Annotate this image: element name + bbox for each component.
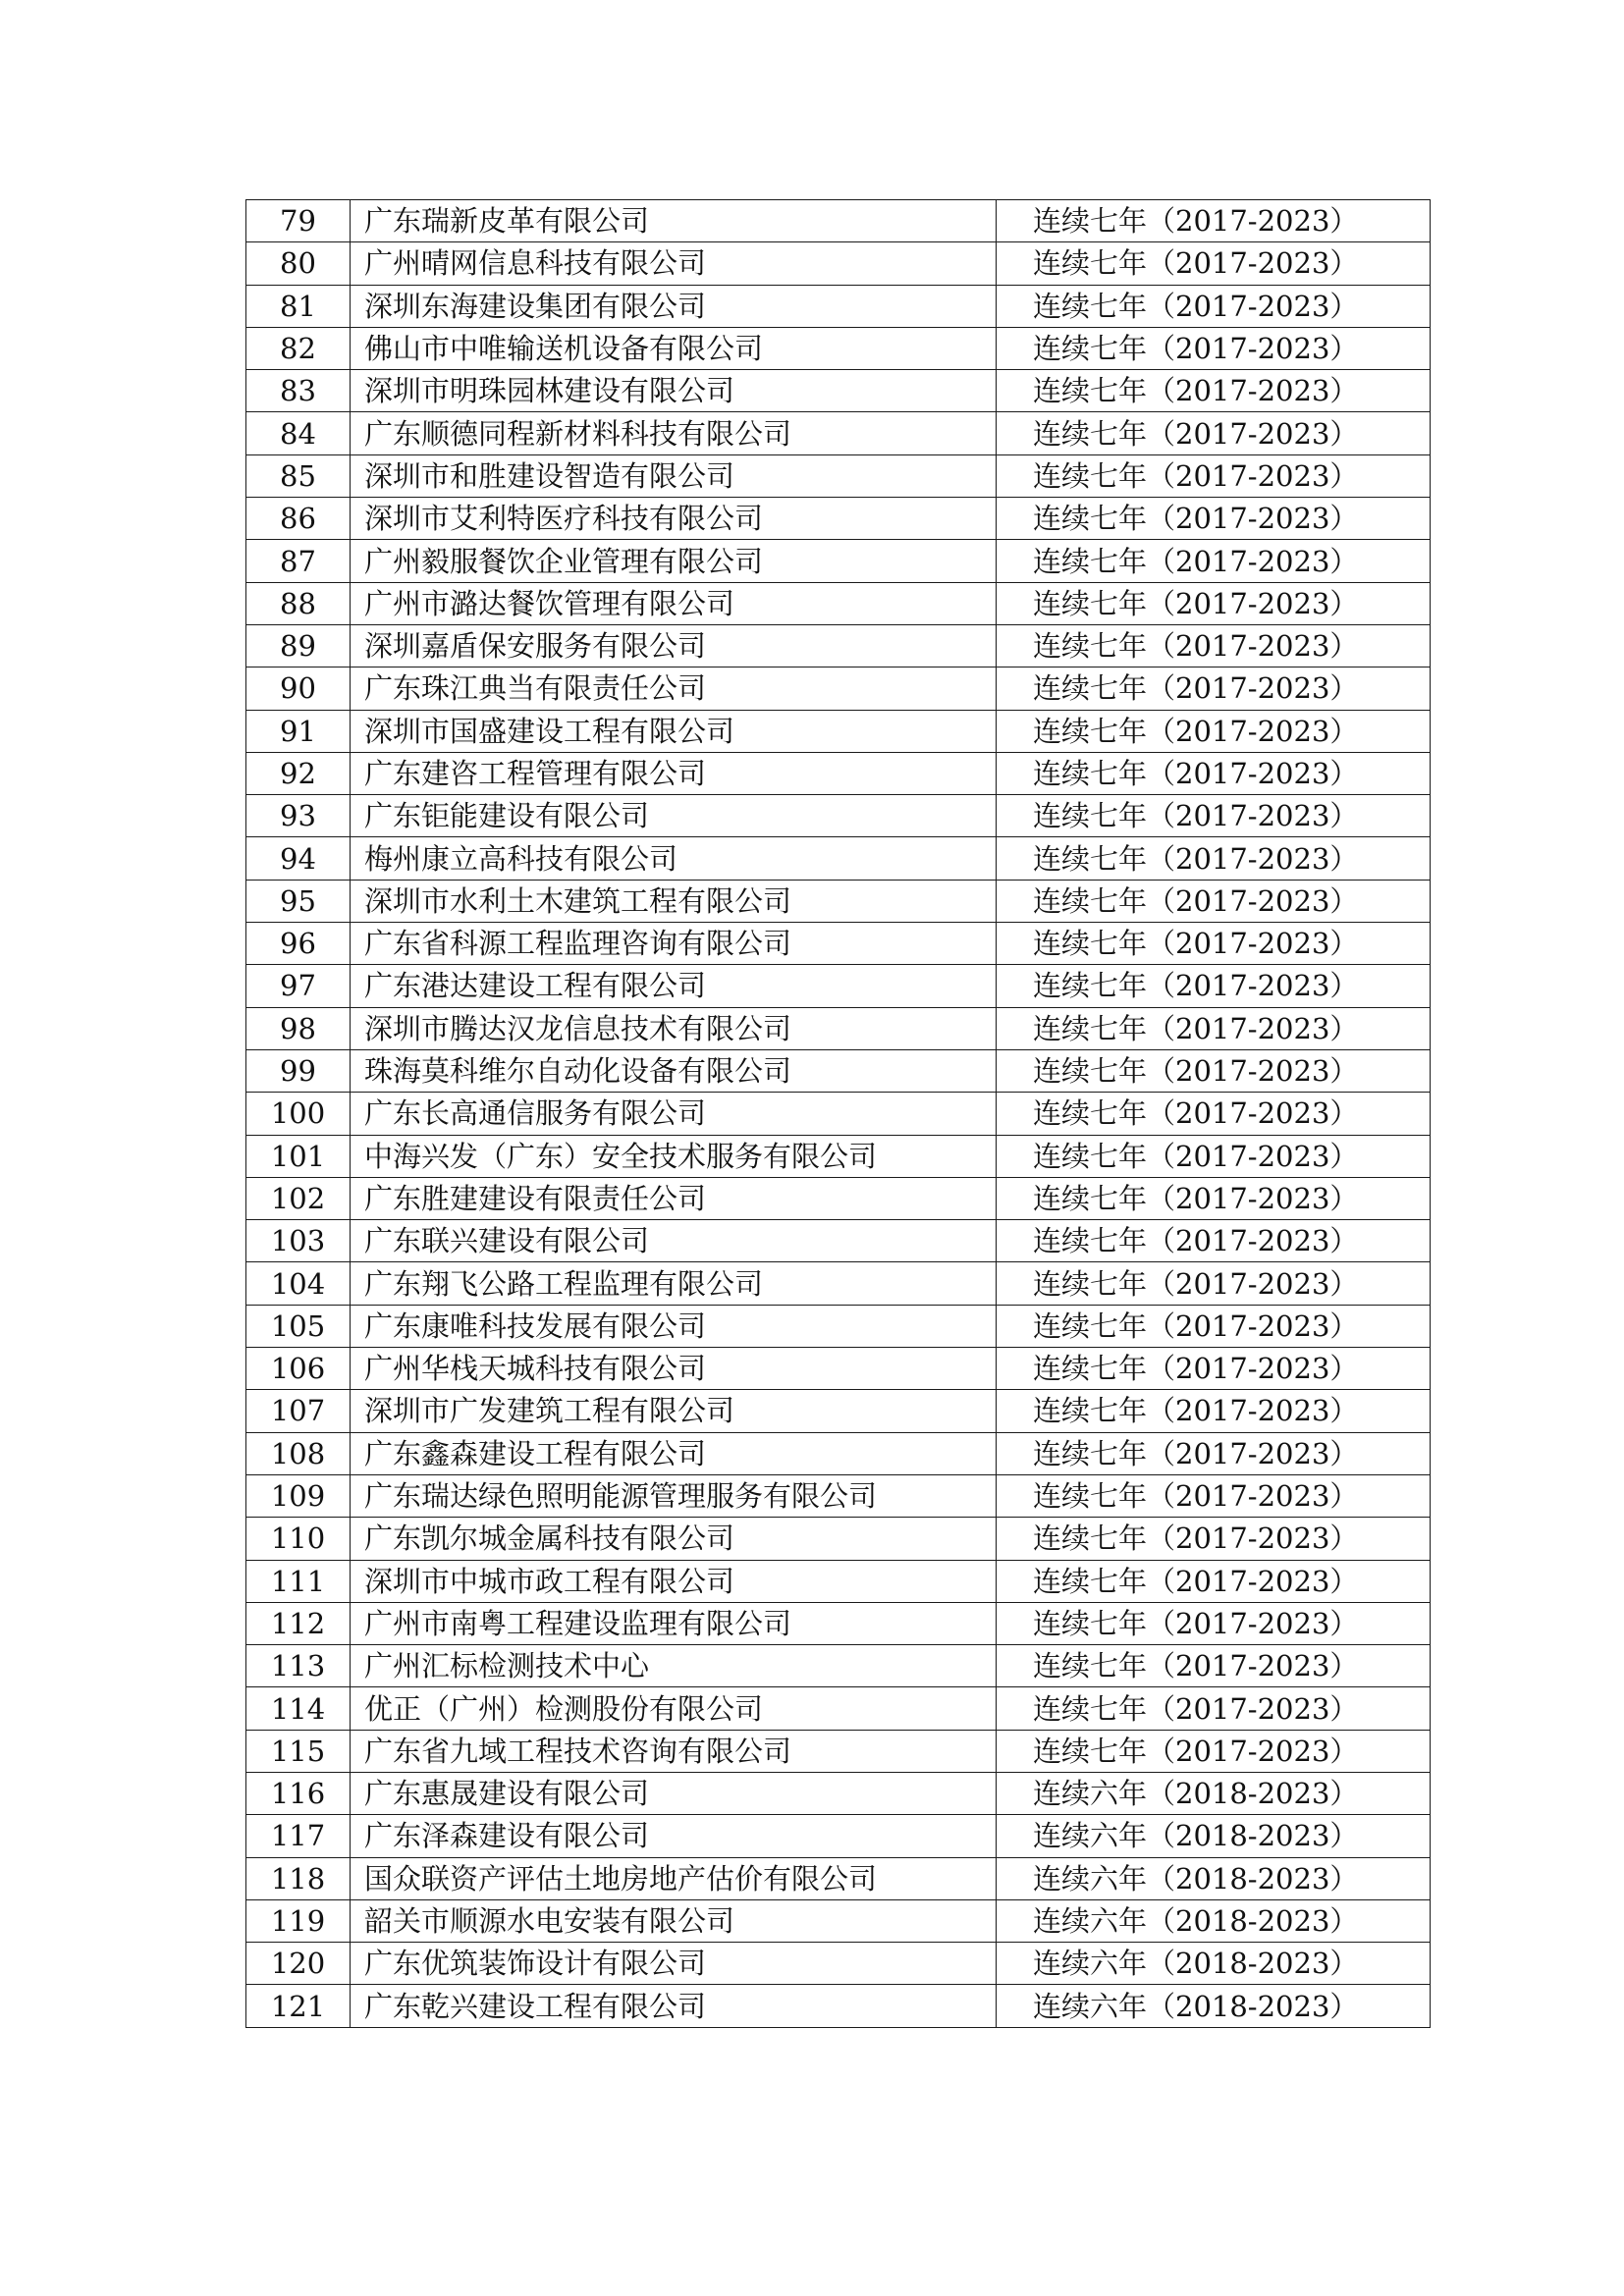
consecutive-years-status: 连续七年（2017-2023） bbox=[997, 582, 1431, 624]
consecutive-years-status: 连续七年（2017-2023） bbox=[997, 965, 1431, 1007]
company-name: 广东珠江典当有限责任公司 bbox=[351, 667, 997, 710]
row-number: 81 bbox=[246, 285, 351, 327]
company-name: 广东康唯科技发展有限公司 bbox=[351, 1305, 997, 1347]
consecutive-years-status: 连续七年（2017-2023） bbox=[997, 1390, 1431, 1432]
consecutive-years-status: 连续六年（2018-2023） bbox=[997, 1815, 1431, 1857]
row-number: 79 bbox=[246, 200, 351, 242]
consecutive-years-status: 连续七年（2017-2023） bbox=[997, 1687, 1431, 1730]
row-number: 114 bbox=[246, 1687, 351, 1730]
company-name: 广东港达建设工程有限公司 bbox=[351, 965, 997, 1007]
company-name: 广东翔飞公路工程监理有限公司 bbox=[351, 1262, 997, 1305]
row-number: 100 bbox=[246, 1093, 351, 1135]
consecutive-years-status: 连续七年（2017-2023） bbox=[997, 1348, 1431, 1390]
consecutive-years-status: 连续六年（2018-2023） bbox=[997, 1943, 1431, 1985]
company-name: 广东长高通信服务有限公司 bbox=[351, 1093, 997, 1135]
table-row bbox=[246, 1645, 1431, 1687]
table-row bbox=[246, 752, 1431, 794]
consecutive-years-status: 连续七年（2017-2023） bbox=[997, 752, 1431, 794]
company-name: 广州华栈天城科技有限公司 bbox=[351, 1348, 997, 1390]
company-name: 深圳嘉盾保安服务有限公司 bbox=[351, 624, 997, 667]
company-name: 梅州康立高科技有限公司 bbox=[351, 837, 997, 880]
row-number: 105 bbox=[246, 1305, 351, 1347]
consecutive-years-status: 连续七年（2017-2023） bbox=[997, 1262, 1431, 1305]
table-row bbox=[246, 1518, 1431, 1560]
consecutive-years-status: 连续七年（2017-2023） bbox=[997, 1645, 1431, 1687]
table-row bbox=[246, 1474, 1431, 1517]
row-number: 93 bbox=[246, 795, 351, 837]
table-row bbox=[246, 667, 1431, 710]
consecutive-years-status: 连续七年（2017-2023） bbox=[997, 1602, 1431, 1644]
company-name: 广东瑞达绿色照明能源管理服务有限公司 bbox=[351, 1474, 997, 1517]
row-number: 121 bbox=[246, 1985, 351, 2027]
table-row bbox=[246, 582, 1431, 624]
company-name: 广州市南粤工程建设监理有限公司 bbox=[351, 1602, 997, 1644]
company-name: 广东胜建建设有限责任公司 bbox=[351, 1177, 997, 1219]
row-number: 116 bbox=[246, 1772, 351, 1814]
table-row bbox=[246, 1899, 1431, 1942]
table-row bbox=[246, 1135, 1431, 1177]
row-number: 112 bbox=[246, 1602, 351, 1644]
company-name: 广东钜能建设有限公司 bbox=[351, 795, 997, 837]
row-number: 92 bbox=[246, 752, 351, 794]
table-row bbox=[246, 498, 1431, 540]
table-row bbox=[246, 1093, 1431, 1135]
company-name: 广州毅服餐饮企业管理有限公司 bbox=[351, 540, 997, 582]
company-name: 广东鑫森建设工程有限公司 bbox=[351, 1432, 997, 1474]
table-row bbox=[246, 1220, 1431, 1262]
consecutive-years-status: 连续七年（2017-2023） bbox=[997, 1730, 1431, 1772]
consecutive-years-status: 连续七年（2017-2023） bbox=[997, 1220, 1431, 1262]
table-row bbox=[246, 923, 1431, 965]
table-row bbox=[246, 624, 1431, 667]
table-row bbox=[246, 1857, 1431, 1899]
table-row bbox=[246, 1007, 1431, 1049]
company-name: 广东乾兴建设工程有限公司 bbox=[351, 1985, 997, 2027]
table-row bbox=[246, 370, 1431, 412]
row-number: 80 bbox=[246, 242, 351, 285]
consecutive-years-status: 连续七年（2017-2023） bbox=[997, 327, 1431, 369]
table-row bbox=[246, 710, 1431, 752]
table-row bbox=[246, 1262, 1431, 1305]
company-name: 广东顺德同程新材料科技有限公司 bbox=[351, 412, 997, 454]
company-name: 深圳市广发建筑工程有限公司 bbox=[351, 1390, 997, 1432]
row-number: 85 bbox=[246, 454, 351, 497]
row-number: 91 bbox=[246, 710, 351, 752]
row-number: 107 bbox=[246, 1390, 351, 1432]
table-row bbox=[246, 1815, 1431, 1857]
table-row bbox=[246, 285, 1431, 327]
consecutive-years-status: 连续七年（2017-2023） bbox=[997, 200, 1431, 242]
consecutive-years-status: 连续七年（2017-2023） bbox=[997, 412, 1431, 454]
row-number: 95 bbox=[246, 880, 351, 922]
consecutive-years-status: 连续七年（2017-2023） bbox=[997, 880, 1431, 922]
company-name: 广州汇标检测技术中心 bbox=[351, 1645, 997, 1687]
company-name: 广东惠晟建设有限公司 bbox=[351, 1772, 997, 1814]
table-row bbox=[246, 1348, 1431, 1390]
row-number: 84 bbox=[246, 412, 351, 454]
table-row bbox=[246, 1730, 1431, 1772]
consecutive-years-status: 连续七年（2017-2023） bbox=[997, 1474, 1431, 1517]
table-row bbox=[246, 965, 1431, 1007]
consecutive-years-status: 连续七年（2017-2023） bbox=[997, 1560, 1431, 1602]
consecutive-years-status: 连续七年（2017-2023） bbox=[997, 1305, 1431, 1347]
company-name: 优正（广州）检测股份有限公司 bbox=[351, 1687, 997, 1730]
consecutive-years-status: 连续七年（2017-2023） bbox=[997, 795, 1431, 837]
consecutive-years-status: 连续七年（2017-2023） bbox=[997, 285, 1431, 327]
company-list-table bbox=[245, 199, 1431, 2028]
row-number: 88 bbox=[246, 582, 351, 624]
consecutive-years-status: 连续七年（2017-2023） bbox=[997, 1432, 1431, 1474]
company-name: 深圳市腾达汉龙信息技术有限公司 bbox=[351, 1007, 997, 1049]
row-number: 117 bbox=[246, 1815, 351, 1857]
company-name: 韶关市顺源水电安装有限公司 bbox=[351, 1899, 997, 1942]
row-number: 82 bbox=[246, 327, 351, 369]
row-number: 120 bbox=[246, 1943, 351, 1985]
company-name: 珠海莫科维尔自动化设备有限公司 bbox=[351, 1049, 997, 1092]
table-row bbox=[246, 1305, 1431, 1347]
consecutive-years-status: 连续七年（2017-2023） bbox=[997, 242, 1431, 285]
consecutive-years-status: 连续七年（2017-2023） bbox=[997, 667, 1431, 710]
company-name: 中海兴发（广东）安全技术服务有限公司 bbox=[351, 1135, 997, 1177]
table-row bbox=[246, 880, 1431, 922]
company-name: 广东省九域工程技术咨询有限公司 bbox=[351, 1730, 997, 1772]
company-name: 广东瑞新皮革有限公司 bbox=[351, 200, 997, 242]
company-name: 深圳市艾利特医疗科技有限公司 bbox=[351, 498, 997, 540]
consecutive-years-status: 连续七年（2017-2023） bbox=[997, 370, 1431, 412]
row-number: 83 bbox=[246, 370, 351, 412]
table-row bbox=[246, 837, 1431, 880]
row-number: 106 bbox=[246, 1348, 351, 1390]
row-number: 94 bbox=[246, 837, 351, 880]
row-number: 86 bbox=[246, 498, 351, 540]
table-row bbox=[246, 1943, 1431, 1985]
row-number: 89 bbox=[246, 624, 351, 667]
row-number: 115 bbox=[246, 1730, 351, 1772]
company-name: 广东建咨工程管理有限公司 bbox=[351, 752, 997, 794]
row-number: 109 bbox=[246, 1474, 351, 1517]
table-row bbox=[246, 1049, 1431, 1092]
consecutive-years-status: 连续七年（2017-2023） bbox=[997, 923, 1431, 965]
row-number: 90 bbox=[246, 667, 351, 710]
company-name: 深圳东海建设集团有限公司 bbox=[351, 285, 997, 327]
table-row bbox=[246, 412, 1431, 454]
table-row bbox=[246, 1432, 1431, 1474]
row-number: 96 bbox=[246, 923, 351, 965]
table-row bbox=[246, 200, 1431, 242]
company-name: 国众联资产评估土地房地产估价有限公司 bbox=[351, 1857, 997, 1899]
consecutive-years-status: 连续七年（2017-2023） bbox=[997, 837, 1431, 880]
company-name: 广东凯尔城金属科技有限公司 bbox=[351, 1518, 997, 1560]
table-row bbox=[246, 1772, 1431, 1814]
table-row bbox=[246, 1687, 1431, 1730]
consecutive-years-status: 连续七年（2017-2023） bbox=[997, 1518, 1431, 1560]
company-name: 广东省科源工程监理咨询有限公司 bbox=[351, 923, 997, 965]
table-row bbox=[246, 1985, 1431, 2027]
consecutive-years-status: 连续七年（2017-2023） bbox=[997, 1093, 1431, 1135]
table-body bbox=[246, 200, 1431, 2028]
company-list-table-wrapper bbox=[245, 199, 1377, 2028]
consecutive-years-status: 连续七年（2017-2023） bbox=[997, 1007, 1431, 1049]
company-name: 深圳市中城市政工程有限公司 bbox=[351, 1560, 997, 1602]
row-number: 98 bbox=[246, 1007, 351, 1049]
row-number: 111 bbox=[246, 1560, 351, 1602]
row-number: 87 bbox=[246, 540, 351, 582]
consecutive-years-status: 连续七年（2017-2023） bbox=[997, 540, 1431, 582]
company-name: 佛山市中唯输送机设备有限公司 bbox=[351, 327, 997, 369]
row-number: 97 bbox=[246, 965, 351, 1007]
consecutive-years-status: 连续六年（2018-2023） bbox=[997, 1857, 1431, 1899]
row-number: 113 bbox=[246, 1645, 351, 1687]
company-name: 深圳市国盛建设工程有限公司 bbox=[351, 710, 997, 752]
table-row bbox=[246, 1602, 1431, 1644]
row-number: 119 bbox=[246, 1899, 351, 1942]
company-name: 深圳市明珠园林建设有限公司 bbox=[351, 370, 997, 412]
consecutive-years-status: 连续七年（2017-2023） bbox=[997, 1049, 1431, 1092]
table-row bbox=[246, 540, 1431, 582]
consecutive-years-status: 连续七年（2017-2023） bbox=[997, 1177, 1431, 1219]
table-row bbox=[246, 327, 1431, 369]
table-row bbox=[246, 242, 1431, 285]
company-name: 广东泽森建设有限公司 bbox=[351, 1815, 997, 1857]
company-name: 广州市潞达餐饮管理有限公司 bbox=[351, 582, 997, 624]
table-row bbox=[246, 1177, 1431, 1219]
company-name: 深圳市水利土木建筑工程有限公司 bbox=[351, 880, 997, 922]
table-row bbox=[246, 795, 1431, 837]
row-number: 101 bbox=[246, 1135, 351, 1177]
row-number: 99 bbox=[246, 1049, 351, 1092]
consecutive-years-status: 连续七年（2017-2023） bbox=[997, 624, 1431, 667]
row-number: 110 bbox=[246, 1518, 351, 1560]
consecutive-years-status: 连续七年（2017-2023） bbox=[997, 1135, 1431, 1177]
consecutive-years-status: 连续六年（2018-2023） bbox=[997, 1985, 1431, 2027]
company-name: 深圳市和胜建设智造有限公司 bbox=[351, 454, 997, 497]
row-number: 103 bbox=[246, 1220, 351, 1262]
row-number: 108 bbox=[246, 1432, 351, 1474]
consecutive-years-status: 连续七年（2017-2023） bbox=[997, 710, 1431, 752]
consecutive-years-status: 连续六年（2018-2023） bbox=[997, 1899, 1431, 1942]
company-name: 广州晴网信息科技有限公司 bbox=[351, 242, 997, 285]
table-row bbox=[246, 454, 1431, 497]
table-row bbox=[246, 1560, 1431, 1602]
company-name: 广东优筑装饰设计有限公司 bbox=[351, 1943, 997, 1985]
row-number: 102 bbox=[246, 1177, 351, 1219]
consecutive-years-status: 连续六年（2018-2023） bbox=[997, 1772, 1431, 1814]
company-name: 广东联兴建设有限公司 bbox=[351, 1220, 997, 1262]
consecutive-years-status: 连续七年（2017-2023） bbox=[997, 498, 1431, 540]
consecutive-years-status: 连续七年（2017-2023） bbox=[997, 454, 1431, 497]
row-number: 104 bbox=[246, 1262, 351, 1305]
table-row bbox=[246, 1390, 1431, 1432]
row-number: 118 bbox=[246, 1857, 351, 1899]
